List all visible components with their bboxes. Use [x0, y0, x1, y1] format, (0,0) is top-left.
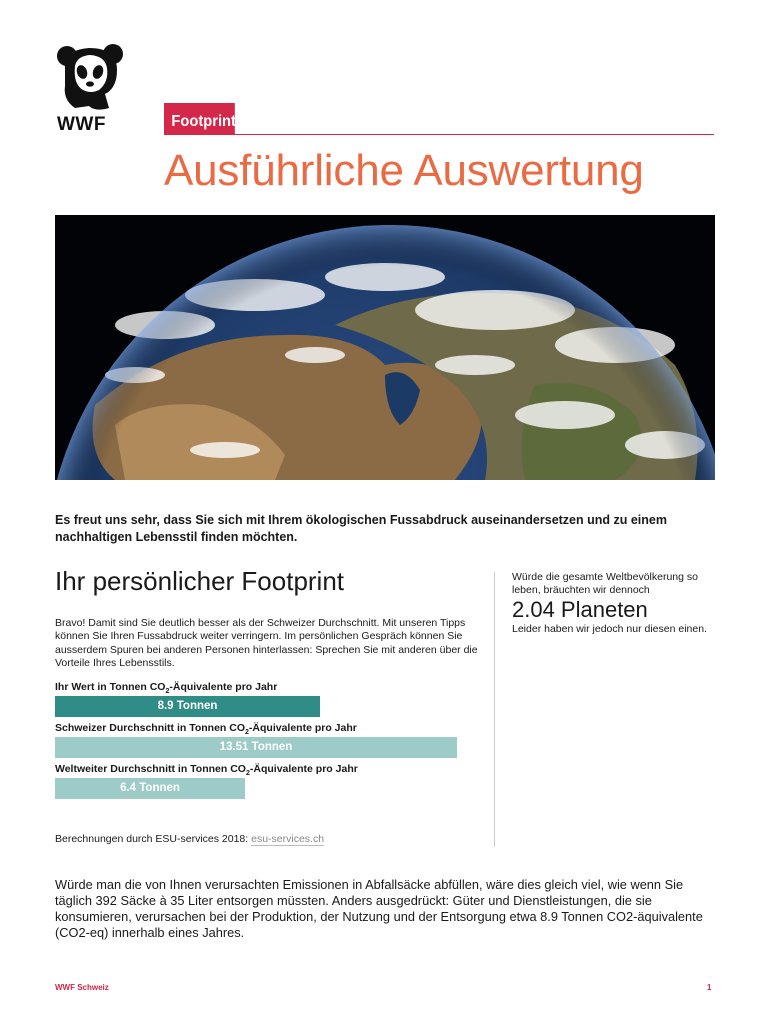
metric-label-world: Weltweiter Durchschnitt in Tonnen $CO_2$-Äquivalente pro Jahr: [55, 763, 358, 778]
footprint-tag: Footprint: [164, 103, 235, 135]
planets-intro: Würde die gesamte Weltbevölkerung so leben, bräuchten wir dennoch: [512, 571, 698, 597]
intro-text: Es freut uns sehr, dass Sie sich mit Ihrem ökologischen Fussabdruck auseinandersetzen und zu einem nachhaltigen Lebensstil finden möchten.: [55, 513, 667, 544]
footer-org: WWF Schweiz: [55, 983, 109, 992]
esu-services-link[interactable]: esu-services.ch: [251, 833, 325, 845]
bar-switzerland: [55, 737, 457, 758]
bar-world: [55, 778, 245, 799]
bar-you: [55, 696, 320, 717]
metric-label-switzerland: Schweizer Durchschnitt in Tonnen $CO_2$-Äquivalente pro Jahr: [55, 722, 357, 737]
planets-value: 2.04 Planeten: [512, 597, 648, 622]
planets-note: Leider haben wir jedoch nur diesen einen.: [512, 623, 707, 635]
section-body: Bravo! Damit sind Sie deutlich besser als der Schweizer Durchschnitt. Mit unseren Tipps können Sie Ihren Fussabdruck weiter verringern. Im persönlichen Gespräch können Sie ausserdem Spuren bei anderen Personen hinterlassen: Sprechen Sie mit anderen über die Vorteile Ihres Lebensstils.: [55, 617, 478, 670]
calc-note: Berechnungen durch ESU-services 2018: esu-services.ch: [55, 833, 325, 845]
wwf-logo-text: WWF: [57, 114, 106, 135]
earth-image: [55, 215, 715, 480]
bar-value-label: 13.51 Tonnen: [219, 741, 293, 753]
bar-value-label: 8.9 Tonnen: [157, 700, 218, 712]
bar-value-label: 6.4 Tonnen: [120, 782, 180, 794]
page-title: Ausführliche Auswertung: [164, 146, 644, 195]
column-divider: [494, 572, 495, 847]
section-title: Ihr persönlicher Footprint: [55, 566, 345, 596]
metric-label-you: Ihr Wert in Tonnen $CO_2$-Äquivalente pro Jahr: [55, 681, 278, 696]
header-divider: [164, 134, 714, 135]
page-number: 1: [707, 983, 712, 992]
summary-text: Würde man die von Ihnen verursachten Emissionen in Abfallsäcke abfüllen, wäre dies gleich viel, wie wenn Sie täglich 392 Säcke à 35 Liter entsorgen müssten. Anders ausgedrückt: Güter und Dienstleistungen, die sie konsumieren, verursachen bei der Produktion, der Nutzung und der Entsorgung etwa 8.9 Tonnen CO2-äquivalente (CO2-eq) innerhalb eines Jahres.: [55, 877, 703, 940]
